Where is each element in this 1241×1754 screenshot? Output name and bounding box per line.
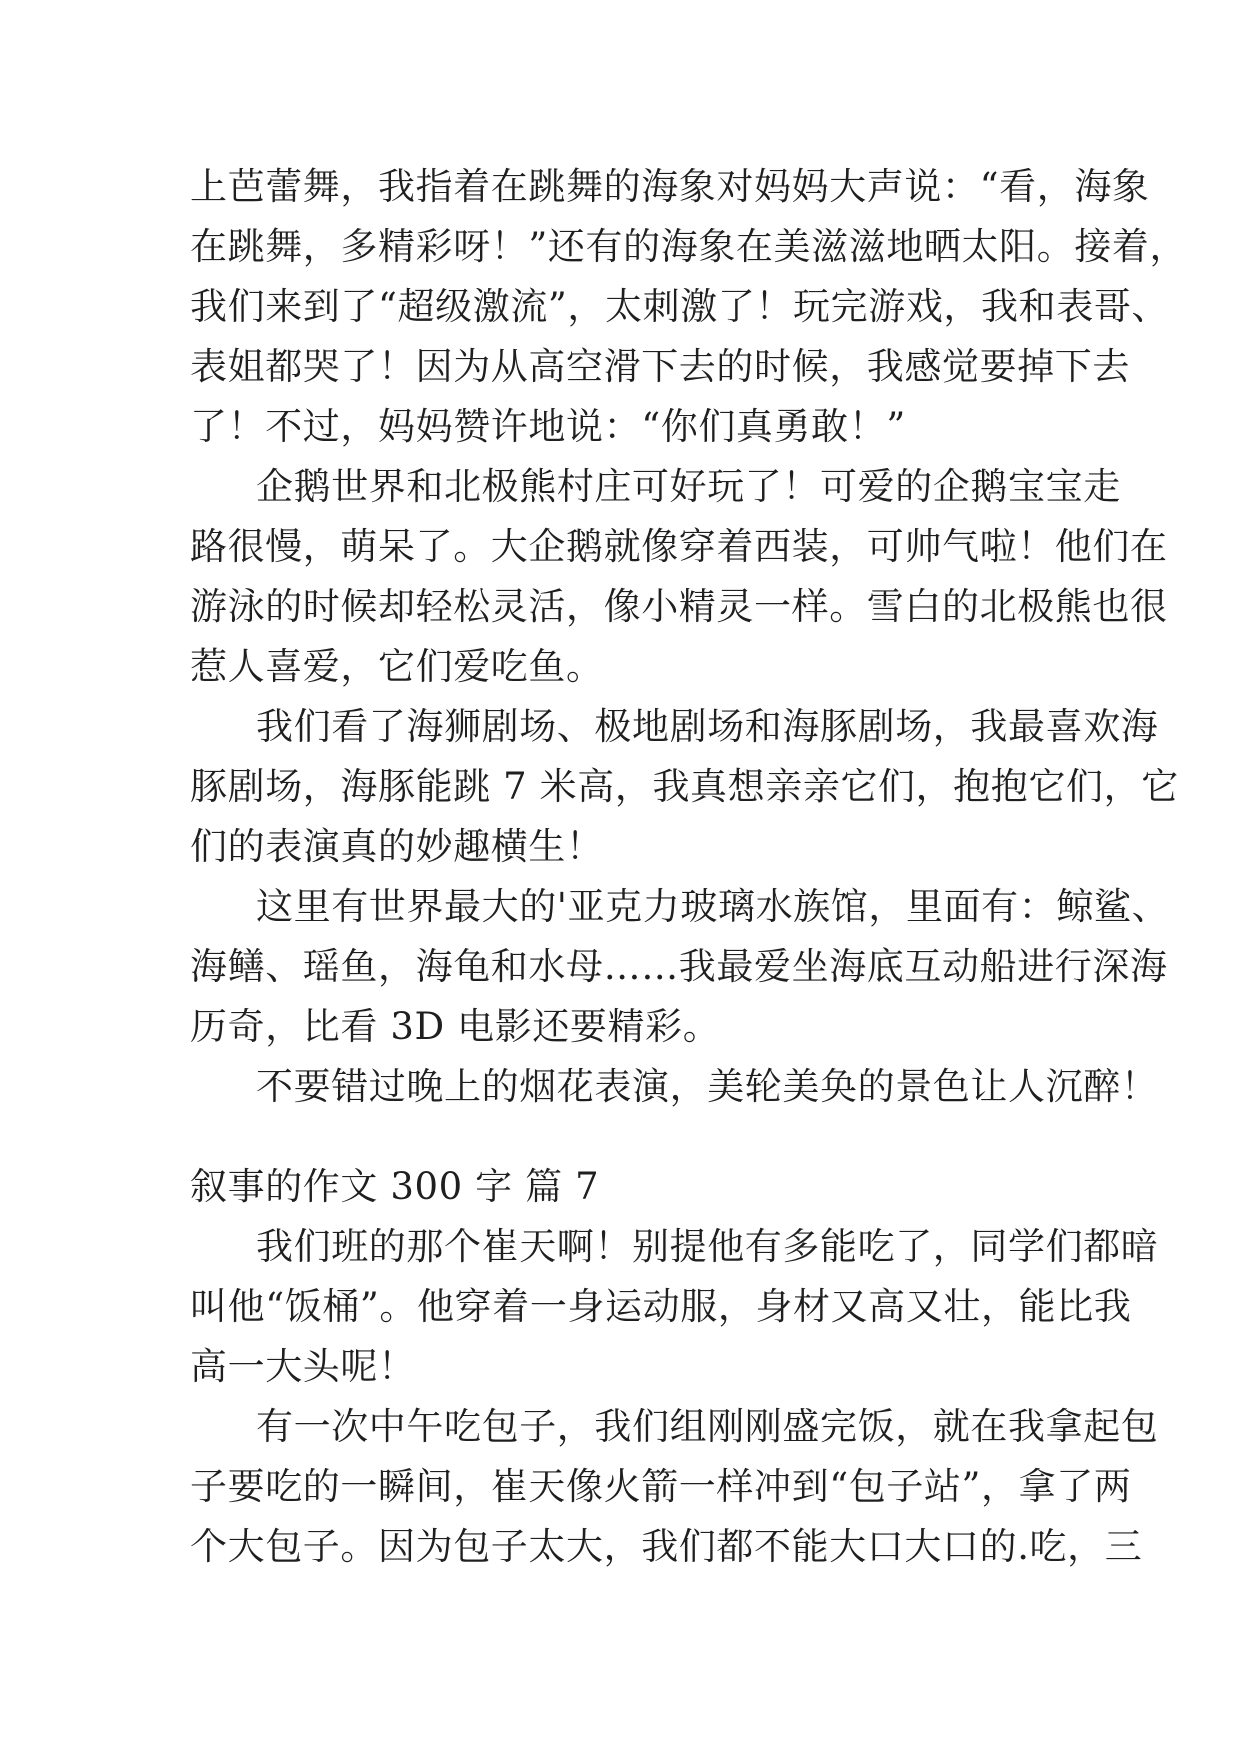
paragraph-first-line: 不要错过晚上的烟花表演，美轮美奂的景色让人沉醉！ (256, 1065, 1159, 1108)
paragraph-first-line: 有一次中午吃包子，我们组刚刚盛完饭，就在我拿起包 (256, 1405, 1159, 1448)
text-line: 高一大头呢！ (190, 1345, 416, 1388)
text-line: 子要吃的一瞬间，崔天像火箭一样冲到“包子站”，拿了两 (190, 1465, 1132, 1508)
text-line: 历奇，比看 3D 电影还要精彩。 (190, 1005, 721, 1048)
section-heading: 叙事的作文 300 字 篇 7 (190, 1165, 600, 1208)
paragraph-first-line: 这里有世界最大的'亚克力玻璃水族馆，里面有：鲸鲨、 (256, 885, 1170, 928)
text-line: 表姐都哭了！因为从高空滑下去的时候，我感觉要掉下去 (190, 345, 1130, 388)
text-line: 游泳的时候却轻松灵活，像小精灵一样。雪白的北极熊也很 (190, 585, 1168, 628)
text-line: 们的表演真的妙趣横生！ (190, 825, 604, 868)
text-line: 个大包子。因为包子太大，我们都不能大口大口的.吃，三 (190, 1525, 1143, 1568)
text-line: 叫他“饭桶”。他穿着一身运动服，身材又高又壮，能比我 (190, 1285, 1132, 1328)
paragraph-first-line: 我们看了海狮剧场、极地剧场和海豚剧场，我最喜欢海 (256, 705, 1159, 748)
text-line: 在跳舞，多精彩呀！”还有的海象在美滋滋地晒太阳。接着， (190, 225, 1188, 268)
paragraph-first-line: 我们班的那个崔天啊！别提他有多能吃了，同学们都暗 (256, 1225, 1159, 1268)
text-line: 了！不过，妈妈赞许地说：“你们真勇敢！” (190, 405, 906, 448)
text-line: 路很慢，萌呆了。大企鹅就像穿着西装，可帅气啦！他们在 (190, 525, 1168, 568)
text-line: 我们来到了“超级激流”，太刺激了！玩完游戏，我和表哥、 (190, 285, 1170, 328)
text-line: 豚剧场，海豚能跳 7 米高，我真想亲亲它们，抱抱它们，它 (190, 765, 1179, 808)
text-line: 海鳝、瑶鱼，海龟和水母……我最爱坐海底互动船进行深海 (190, 945, 1168, 988)
paragraph-first-line: 企鹅世界和北极熊村庄可好玩了！可爱的企鹅宝宝走 (256, 465, 1121, 508)
text-line: 上芭蕾舞，我指着在跳舞的海象对妈妈大声说：“看，海象 (190, 165, 1150, 208)
text-line: 惹人喜爱，它们爱吃鱼。 (190, 645, 604, 688)
